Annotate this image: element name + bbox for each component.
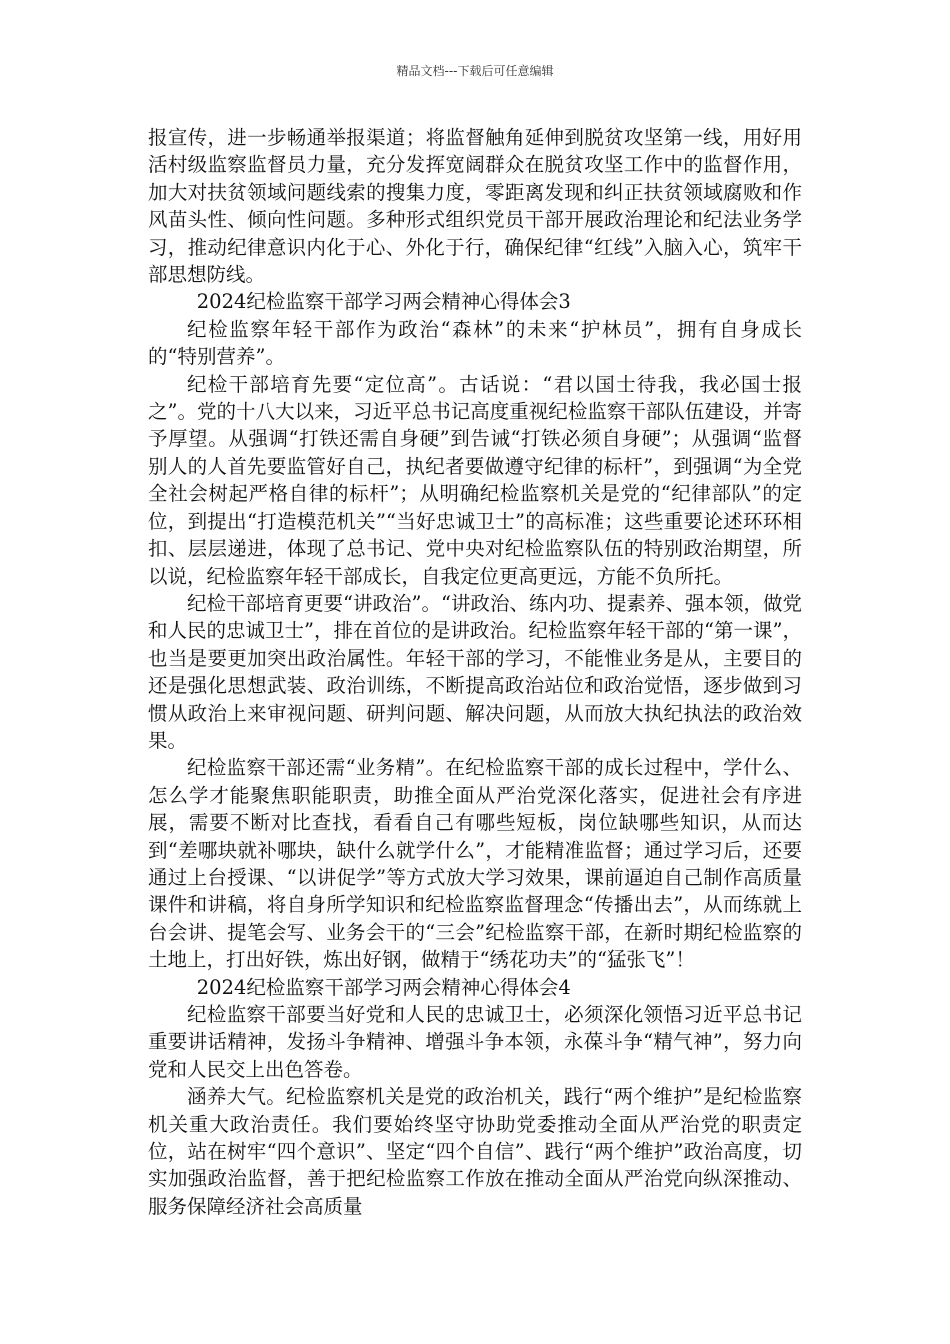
paragraph: 纪检干部培育更要“讲政治”。“讲政治、练内功、提素养、强本领，做党和人民的忠诚卫士”，排在首位的是讲政治。纪检监察年轻干部的“第一课”，也当是要更加突出政治属性。年轻干部的学习，不能惟业务是从，主要目的还是强化思想武装、政治训练，不断提高政治站位和政治觉悟，逐步做到习惯从政治上来审视问题、研判问题、解决问题，从而放大执纪执法的政治效果。 bbox=[148, 591, 802, 752]
paragraph: 纪检监察年轻干部作为政治“森林”的未来“护林员”，拥有自身成长的“特别营养”。 bbox=[148, 317, 802, 369]
document-body bbox=[148, 124, 802, 1220]
paragraph: 纪检干部培育先要“定位高”。古话说：“君以国士待我，我必国士报之”。党的十八大以来，习近平总书记高度重视纪检监察干部队伍建设，并寄予厚望。从强调“打铁还需自身硬”到告诫“打铁必须自身硬”；从强调“监督别人的人首先要监管好自己，执纪者要做遵守纪律的标杆”，到强调“为全党全社会树起严格自律的标杆”；从明确纪检监察机关是党的“纪律部队”的定位，到提出“打造模范机关”“当好忠诚卫士”的高标准；这些重要论述环环相扣、层层递进，体现了总书记、党中央对纪检监察队伍的特别政治期望，所以说，纪检监察年轻干部成长，自我定位更高更远，方能不负所托。 bbox=[148, 372, 802, 588]
paragraph: 涵养大气。纪检监察机关是党的政治机关，践行“两个维护”是纪检监察机关重大政治责任。我们要始终坚守协助党委推动全面从严治党的职责定位，站在树牢“四个意识”、坚定“四个自信”、践行“两个维护”政治高度，切实加强政治监督，善于把纪检监察工作放在推动全面从严治党向纵深推动、服务保障经济社会高质量 bbox=[148, 1085, 802, 1218]
paragraph: 纪检监察干部要当好党和人民的忠诚卫士，必须深化领悟习近平总书记重要讲话精神，发扬斗争精神、增强斗争本领，永葆斗争“精气神”，努力向党和人民交上出色答卷。 bbox=[148, 1003, 802, 1081]
paragraph: 报宣传，进一步畅通举报渠道；将监督触角延伸到脱贫攻坚第一线，用好用活村级监察监督员力量，充分发挥宽阔群众在脱贫攻坚工作中的监督作用，加大对扶贫领域问题线索的搜集力度，零距离发现和纠正扶贫领域腐败和作风苗头性、倾向性问题。多种形式组织党员干部开展政治理论和纪法业务学习，推动纪律意识内化于心、外化于行，确保纪律“红线”入脑入心，筑牢干部思想防线。 bbox=[148, 126, 802, 287]
section-heading: 2024纪检监察干部学习两会精神心得体会3 bbox=[196, 290, 571, 314]
paragraph: 纪检监察干部还需“业务精”。在纪检监察干部的成长过程中，学什么、怎么学才能聚焦职能职责，助推全面从严治党深化落实，促进社会有序进展，需要不断对比查找，看看自己有哪些短板，岗位缺哪些知识，从而达到“差哪块就补哪块，缺什么就学什么”，才能精准监督；通过学习后，还要通过上台授课、“以讲促学”等方式放大学习效果，课前逼迫自己制作高质量课件和讲稿，将自身所学知识和纪检监察监督理念“传播出去”，从而练就上台会讲、提笔会写、业务会干的“三会”纪检监察干部，在新时期纪检监察的土地上，打出好铁，炼出好钢，做精于“绣花功夫”的“猛张飞”！ bbox=[148, 756, 802, 972]
section-heading: 2024纪检监察干部学习两会精神心得体会4 bbox=[196, 975, 571, 999]
page-header: 精品文档---下载后可任意编辑 bbox=[396, 64, 554, 78]
